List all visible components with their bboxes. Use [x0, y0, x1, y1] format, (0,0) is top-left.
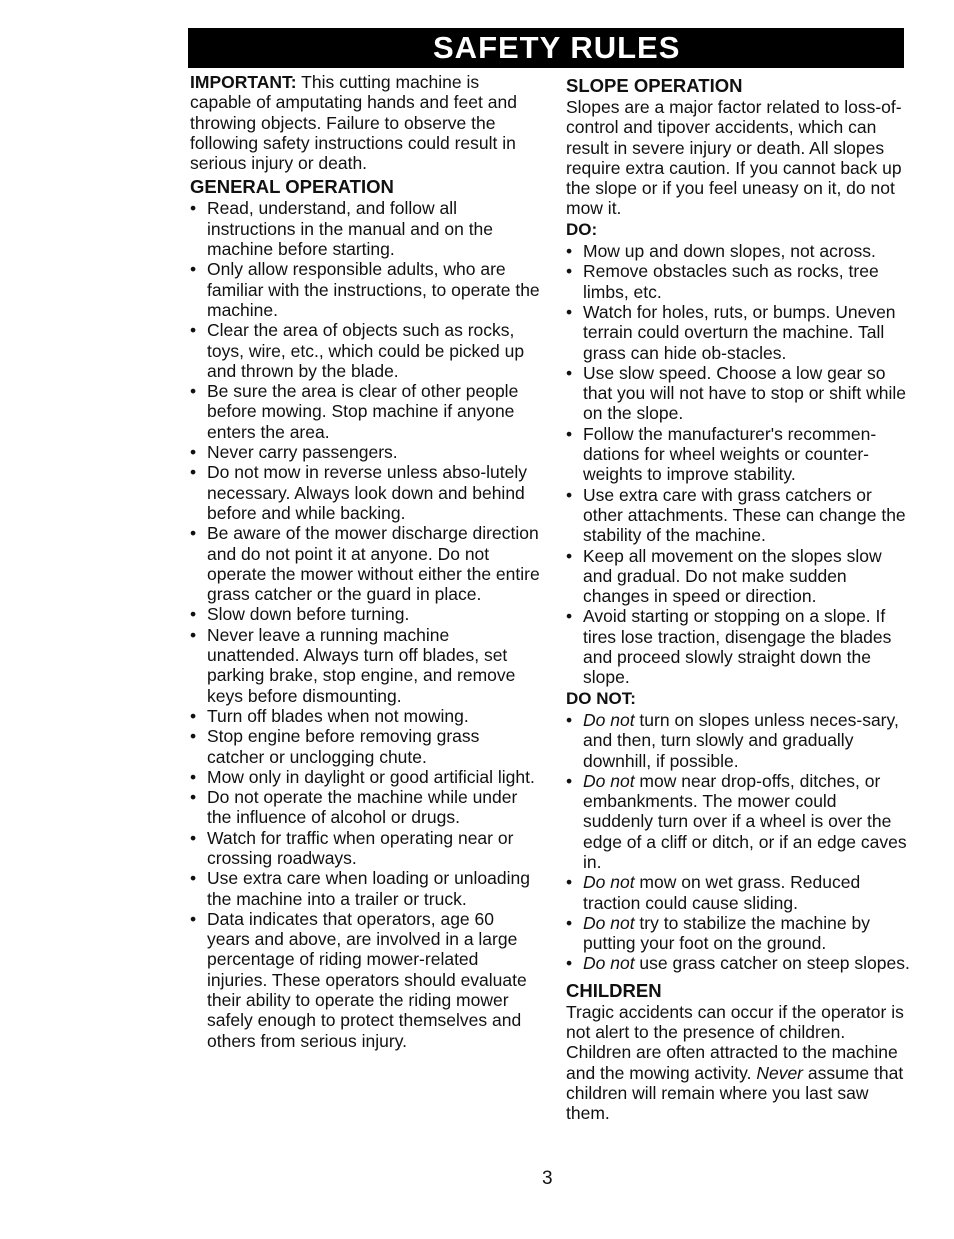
list-item: • Do not operate the machine while under the influence of alcohol or drugs.: [190, 787, 540, 828]
general-operation-list: [190, 198, 540, 1050]
do-not-prefix: Do not: [583, 912, 635, 933]
list-item: • Slow down before turning.: [190, 604, 540, 624]
do-not-text: mow near drop-offs, ditches, or embankments. The mower could suddenly turn over if a wheel is over the edge of a cliff or ditch, or if an edge caves in.: [583, 770, 907, 872]
list-item: • Never leave a running machine unattended. Always turn off blades, set parking brake, stop engine, and remove keys before dismounting.: [190, 625, 540, 706]
list-item: • Follow the manufacturer's recommen-dations for wheel weights or counter-weights to improve stability.: [566, 424, 911, 485]
list-item: • Mow up and down slopes, not across.: [566, 241, 911, 261]
left-column: [190, 72, 540, 1051]
page-title: SAFETY RULES: [433, 30, 681, 65]
list-item: [566, 953, 911, 973]
list-item: • Be aware of the mower discharge direction and do not point it at anyone. Do not operate the mower without either the entire grass catcher or the guard in place.: [190, 523, 540, 604]
important-notice: [190, 72, 540, 173]
list-item: • Do not mow in reverse unless abso-lutely necessary. Always look down and behind before and while backing.: [190, 462, 540, 523]
list-item: • Never carry passengers.: [190, 442, 540, 462]
slope-intro: Slopes are a major factor related to loss-of-control and tipover accidents, which can result in severe injury or death. All slopes require extra caution. If you cannot back up the slope or if you feel uneasy on it, do not mow it.: [566, 97, 902, 219]
important-label: IMPORTANT:: [190, 72, 297, 92]
page-number: 3: [542, 1168, 553, 1189]
general-operation-heading: GENERAL OPERATION: [190, 176, 394, 198]
list-item: • Use slow speed. Choose a low gear so that you will not have to stop or shift while on the slope.: [566, 363, 911, 424]
children-text: [566, 1002, 911, 1124]
safety-rules-banner: [188, 28, 904, 68]
list-item: • Turn off blades when not mowing.: [190, 706, 540, 726]
do-not-text: try to stabilize the machine by putting your foot on the ground.: [583, 912, 870, 954]
list-item: • Only allow responsible adults, who are familiar with the instructions, to operate the machine.: [190, 259, 540, 320]
list-item: • Mow only in daylight or good artificial light.: [190, 767, 540, 787]
list-item: • Stop engine before removing grass catcher or unclogging chute.: [190, 726, 540, 767]
list-item: [566, 710, 911, 771]
do-not-text: mow on wet grass. Reduced traction could cause sliding.: [583, 872, 861, 913]
list-item: • Watch for traffic when operating near or crossing roadways.: [190, 828, 540, 869]
list-item: • Watch for holes, ruts, or bumps. Uneven terrain could overturn the machine. Tall grass can hide ob-stacles.: [566, 302, 911, 363]
do-not-text: turn on slopes unless neces-sary, and then, turn slowly and gradually downhill, if possible.: [583, 709, 899, 771]
children-text-before: Tragic accidents can occur if the operator is not alert to the presence of children. Children are often attracted to the machine and the mowing activity.: [566, 1001, 904, 1083]
slope-operation-heading: SLOPE OPERATION: [566, 75, 743, 96]
children-emphasis: Never: [756, 1062, 804, 1083]
list-item: • Keep all movement on the slopes slow and gradual. Do not make sudden changes in speed or direction.: [566, 546, 911, 607]
list-item: • Clear the area of objects such as rocks, toys, wire, etc., which could be picked up and thrown by the blade.: [190, 320, 540, 381]
do-not-list: [566, 710, 911, 974]
list-item: [566, 913, 911, 954]
list-item: • Avoid starting or stopping on a slope. If tires lose traction, disengage the blades and proceed slowly straight down the slope.: [566, 606, 911, 687]
do-not-text: use grass catcher on steep slopes.: [634, 953, 910, 974]
list-item: • Use extra care with grass catchers or other attachments. These can change the stability of the machine.: [566, 485, 911, 546]
children-text-after: assume that children will remain where you last saw them.: [566, 1062, 904, 1124]
list-item: [566, 771, 911, 872]
list-item: • Remove obstacles such as rocks, tree limbs, etc.: [566, 261, 911, 302]
right-column: [566, 72, 911, 1124]
do-label: DO:: [566, 219, 598, 239]
list-item: [566, 872, 911, 913]
do-not-prefix: Do not: [583, 953, 635, 974]
list-item: • Be sure the area is clear of other people before mowing. Stop machine if anyone enters the area.: [190, 381, 540, 442]
do-list: [566, 241, 911, 688]
important-text: This cutting machine is capable of amputating hands and feet and throwing objects. Failure to observe the following safety instructions could result in serious injury or death.: [190, 72, 517, 174]
list-item: • Use extra care when loading or unloading the machine into a trailer or truck.: [190, 868, 540, 909]
do-not-prefix: Do not: [583, 709, 635, 730]
do-not-prefix: Do not: [583, 770, 635, 791]
list-item: • Data indicates that operators, age 60 years and above, are involved in a large percentage of riding mower-related injuries. These operators should evaluate their ability to operate the riding mower safely enough to protect themselves and others from serious injury.: [190, 909, 540, 1051]
list-item: • Read, understand, and follow all instructions in the manual and on the machine before starting.: [190, 198, 540, 259]
do-not-prefix: Do not: [583, 872, 635, 893]
do-not-label: DO NOT:: [566, 688, 636, 708]
children-heading: CHILDREN: [566, 979, 662, 1001]
